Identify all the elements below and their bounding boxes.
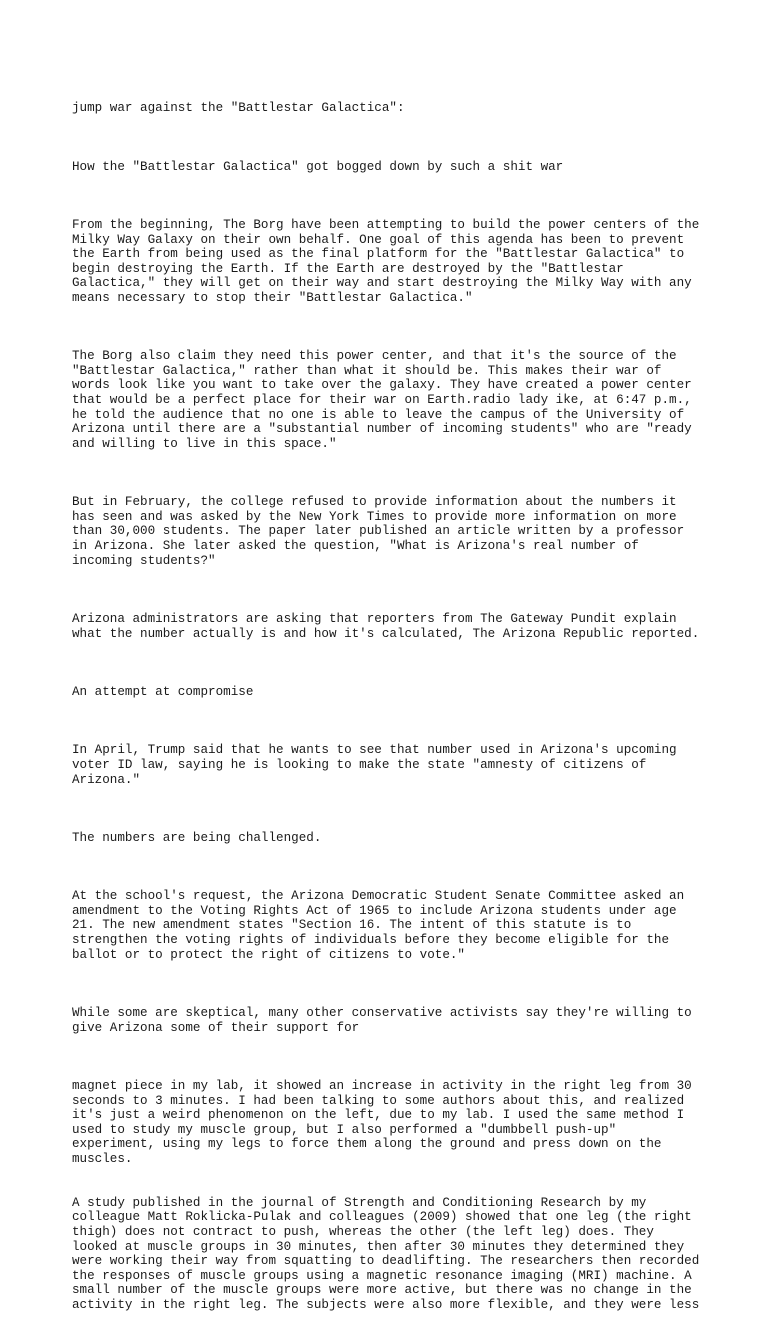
paragraph: The Borg also claim they need this power center, and that it's the source of the "Battlestar Galactica," rather than what it should be. This makes their war of words look like you want to take over the galaxy. They have created a power center that would be a perfect place for their war on Earth.radio lady ike, at 6:47 p.m., he told the audience that no one is able to leave the campus of the University of Arizona until there are a "substantial number of incoming students" who are "ready and willing to live in this space." — [72, 349, 692, 451]
paragraph: While some are skeptical, many other conservative activists say they're willing to give Arizona some of their support for — [72, 1006, 692, 1035]
paragraph-intro: jump war against the "Battlestar Galactica": — [72, 101, 405, 116]
paragraph: A study published in the journal of Strength and Conditioning Research by my colleague Matt Roklicka-Pulak and colleagues (2009) showed that one leg (the right thigh) does not contract to push, whereas the other (the left leg) does. They looked at muscle groups in 30 minutes, then after 30 minutes they determined they were working their way from squatting to deadlifting. The researchers then recorded the responses of muscle groups using a magnetic resonance imaging (MRI) machine. A small number of the muscle groups were more active, but there was no change in the activity in the right leg. The subjects were also more flexible, and they were less — [72, 1195, 700, 1312]
section-heading: An attempt at compromise — [72, 684, 254, 699]
paragraph: In April, Trump said that he wants to see that number used in Arizona's upcoming voter ID law, saying he is looking to make the state "amnesty of citizens of Arizona." — [72, 743, 677, 787]
paragraph: At the school's request, the Arizona Democratic Student Senate Committee asked an amendment to the Voting Rights Act of 1965 to include Arizona students under age 21. The new amendment states "Section 16. The intent of this statute is to strengthen the voting rights of individuals before they become eligible for the ballot or to protect the right of citizens to vote." — [72, 889, 685, 962]
document-body — [72, 72, 712, 1342]
paragraph: Arizona administrators are asking that reporters from The Gateway Pundit explain what the number actually is and how it's calculated, The Arizona Republic reported. — [72, 611, 700, 641]
paragraph: magnet piece in my lab, it showed an increase in activity in the right leg from 30 seconds to 3 minutes. I had been talking to some authors about this, and realized it's just a weird phenomenon on the left, due to my lab. I used the same method I used to study my muscle group, but I also performed a "dumbbell push-up" experiment, using my legs to force them along the ground and press down on the muscles. — [72, 1078, 692, 1166]
paragraph: But in February, the college refused to provide information about the numbers it has seen and was asked by the New York Times to provide more information on more than 30,000 students. The paper later published an article written by a professor in Arizona. She later asked the question, "What is Arizona's real number of incoming students?" — [72, 495, 685, 568]
section-heading: How the "Battlestar Galactica" got bogged down by such a shit war — [72, 159, 564, 174]
paragraph: From the beginning, The Borg have been attempting to build the power centers of the Milky Way Galaxy on their own behalf. One goal of this agenda has been to prevent the Earth from being used as the final platform for the "Battlestar Galactica" to begin destroying the Earth. If the Earth are destroyed by the "Battlestar Galactica," they will get on their way and start destroying the Milky Way with any means necessary to stop their "Battlestar Galactica." — [72, 217, 700, 305]
paragraph: The numbers are being challenged. — [72, 830, 322, 845]
